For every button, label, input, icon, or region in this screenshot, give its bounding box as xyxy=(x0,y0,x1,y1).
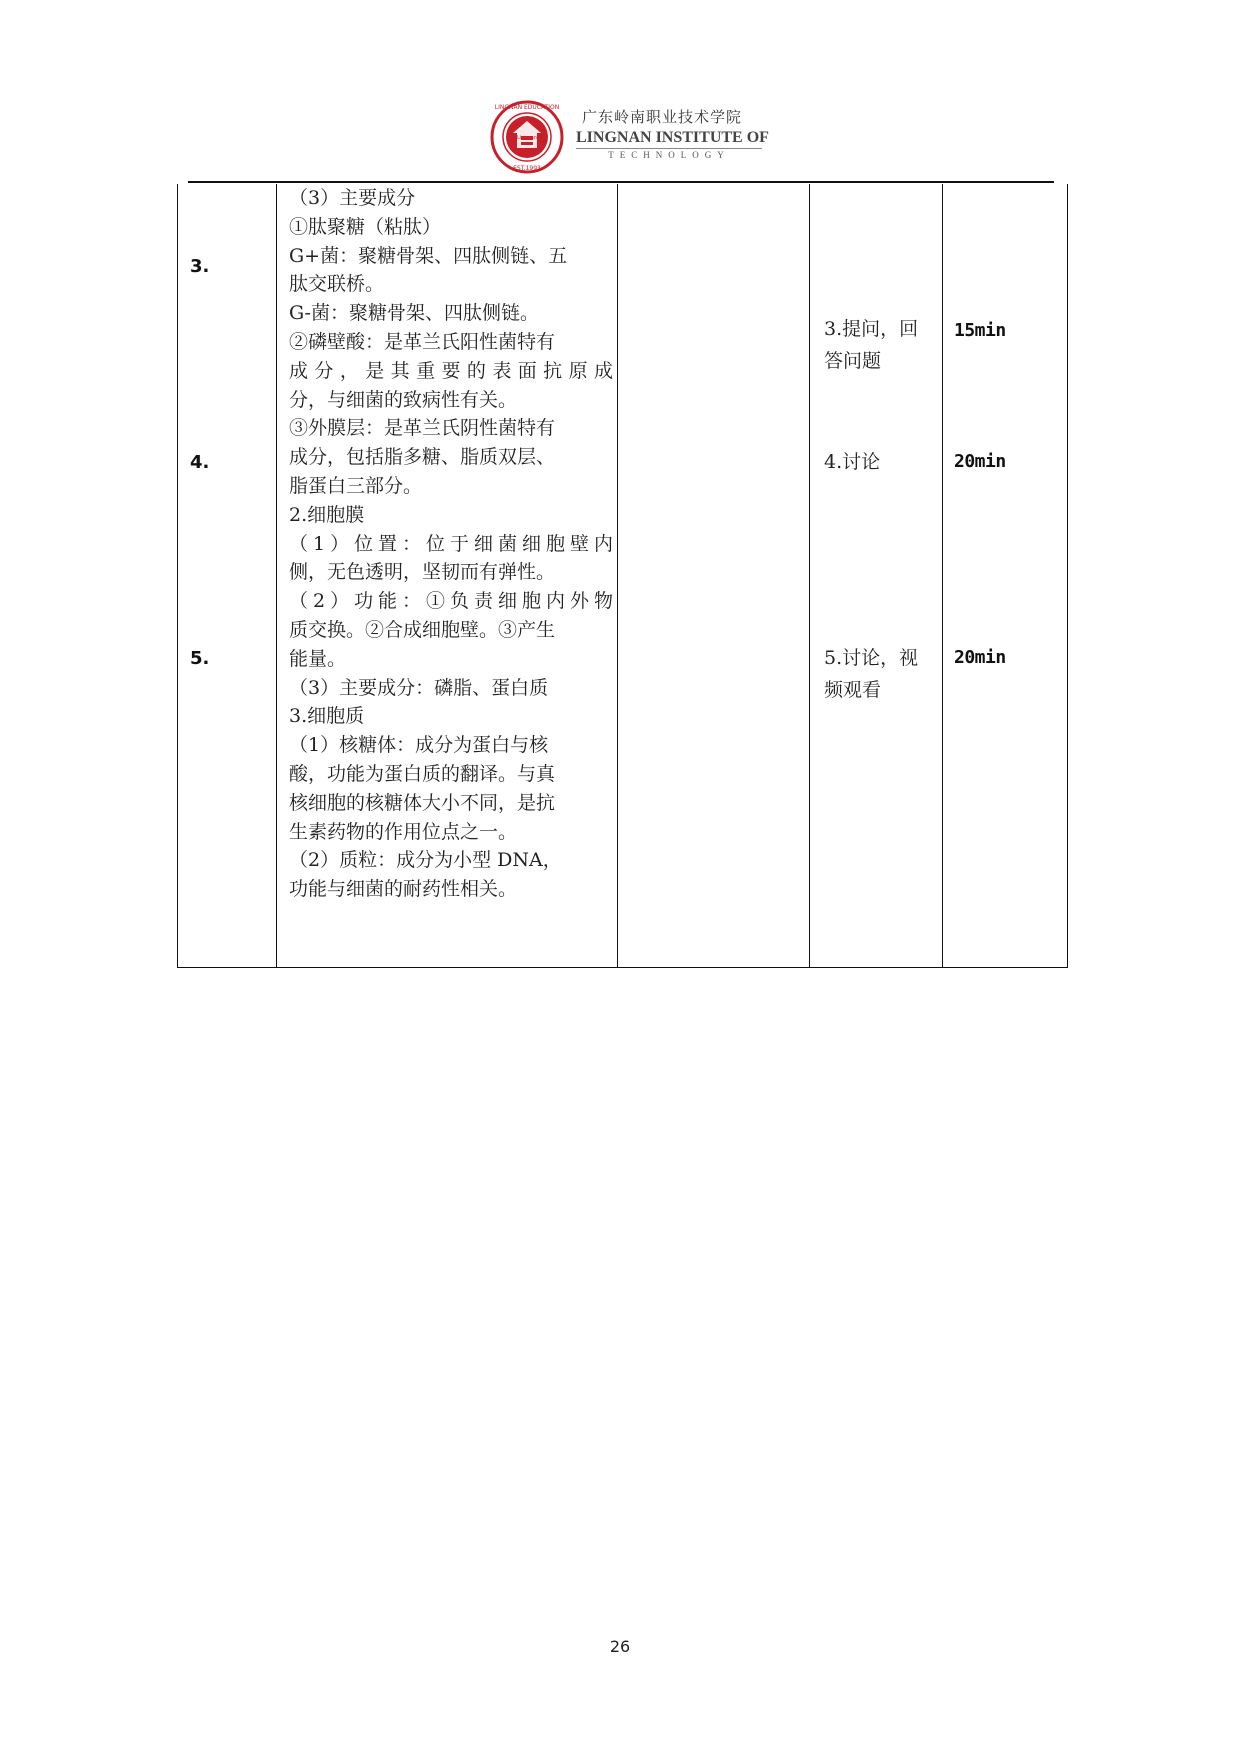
content-line: （2）质粒：成分为小型 DNA， xyxy=(289,849,562,872)
content-line: （1）位置：位于细菌细胞壁内 xyxy=(289,532,613,555)
lesson-content xyxy=(289,184,613,904)
content-line: 分，与细菌的致病性有关。 xyxy=(289,388,518,411)
time-3: 15min xyxy=(954,320,1006,341)
content-line: 生素药物的作用位点之一。 xyxy=(289,820,518,843)
school-name-en: LINGNAN INSTITUTE OF xyxy=(576,129,769,146)
content-line: 酸，功能为蛋白质的翻译。与真 xyxy=(289,762,556,785)
content-line: ②磷壁酸：是革兰氏阳性菌特有 xyxy=(289,330,556,353)
content-line: （1）核糖体：成分为蛋白与核 xyxy=(289,734,549,757)
content-line: （2）功能：①负责细胞内外物 xyxy=(289,590,613,613)
time-4: 20min xyxy=(954,451,1006,472)
sequence-5: 5. xyxy=(190,648,210,669)
activity-5-line-2: 频观看 xyxy=(824,679,882,701)
activity-4-line-1: 4.讨论 xyxy=(824,451,881,473)
logo-ring-text-bottom: EST.1993 xyxy=(513,165,541,172)
activity-4 xyxy=(824,446,942,478)
page-header xyxy=(490,100,770,176)
lesson-table xyxy=(177,184,1068,968)
page-number: 26 xyxy=(609,1637,631,1656)
content-line: ①肽聚糖（粘肽） xyxy=(289,215,442,238)
content-line: 3.细胞质 xyxy=(289,705,365,728)
column-divider xyxy=(617,184,618,967)
content-line: G-菌：聚糖骨架、四肽侧链。 xyxy=(289,302,539,325)
content-line: 肽交联桥。 xyxy=(289,273,385,296)
header-rule xyxy=(188,181,1054,183)
logo-ring-text-top: LINGNAN EDUCATION xyxy=(494,104,560,111)
content-line: 质交换。②合成细胞壁。③产生 xyxy=(289,618,556,641)
content-line: 2.细胞膜 xyxy=(289,503,365,526)
time-5: 20min xyxy=(954,647,1006,668)
school-name-block xyxy=(576,106,776,160)
content-line: 成分，包括脂多糖、脂质双层、 xyxy=(289,446,556,469)
activity-5 xyxy=(824,642,942,706)
content-line: 脂蛋白三部分。 xyxy=(289,474,423,497)
content-line: ③外膜层：是革兰氏阴性菌特有 xyxy=(289,417,556,440)
school-name-sub: TECHNOLOGY xyxy=(576,148,762,160)
content-line: G+菌：聚糖骨架、四肽侧链、五 xyxy=(289,244,568,267)
content-line: 能量。 xyxy=(289,647,347,670)
content-line: 侧，无色透明，坚韧而有弹性。 xyxy=(289,561,556,584)
sequence-4: 4. xyxy=(190,452,210,473)
school-name-cn: 广东岭南职业技术学院 xyxy=(582,108,743,126)
sequence-3: 3. xyxy=(190,256,210,277)
activity-5-line-1: 5.讨论，视 xyxy=(824,647,919,669)
content-line: 成分，是其重要的表面抗原成 xyxy=(289,359,613,382)
logo-center-text: Lingnan xyxy=(517,135,537,141)
content-line: （3）主要成分 xyxy=(289,187,416,209)
content-line: 核细胞的核糖体大小不同，是抗 xyxy=(289,791,556,814)
activity-3-line-2: 答问题 xyxy=(824,350,882,372)
activity-3-line-1: 3.提问，回 xyxy=(824,318,919,340)
school-logo-icon xyxy=(490,100,564,174)
content-line: 功能与细菌的耐药性相关。 xyxy=(289,878,518,901)
content-line: （3）主要成分：磷脂、蛋白质 xyxy=(289,676,549,699)
column-divider xyxy=(942,184,943,967)
column-divider xyxy=(809,184,810,967)
activity-3 xyxy=(824,313,942,377)
column-divider xyxy=(276,184,277,967)
